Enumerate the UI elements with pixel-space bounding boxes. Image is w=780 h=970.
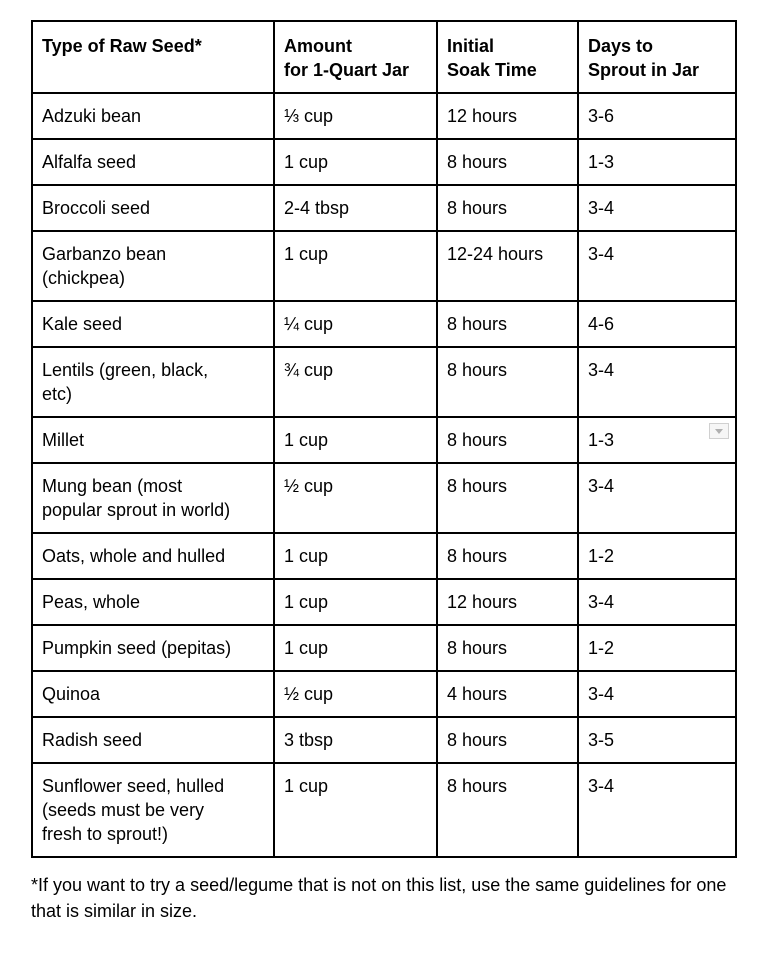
cell-soak-time: 8 hours [437,417,578,463]
cell-soak-time: 12-24 hours [437,231,578,301]
cell-amount: 1 cup [274,417,437,463]
table-row [32,533,736,579]
cell-amount: 1 cup [274,579,437,625]
table-row [32,463,736,533]
cell-seed-type: Quinoa [32,671,274,717]
cell-seed-type: Adzuki bean [32,93,274,139]
cell-dropdown-chevron-icon[interactable] [709,423,729,439]
cell-days-to-sprout: 3-4 [578,763,736,857]
cell-days-to-sprout: 3-4 [578,347,736,417]
header-amount: Amount for 1-Quart Jar [274,21,437,93]
table-row [32,417,736,463]
header-seed-type: Type of Raw Seed* [32,21,274,93]
cell-soak-time: 12 hours [437,93,578,139]
cell-seed-type: Garbanzo bean (chickpea) [32,231,274,301]
header-days-to-sprout: Days to Sprout in Jar [578,21,736,93]
cell-amount: 1 cup [274,763,437,857]
cell-days-to-sprout: 1-2 [578,625,736,671]
cell-amount: 1 cup [274,533,437,579]
cell-days-to-sprout: 3-5 [578,717,736,763]
table-row [32,625,736,671]
cell-amount: ½ cup [274,463,437,533]
cell-seed-type: Sunflower seed, hulled (seeds must be very fresh to sprout!) [32,763,274,857]
cell-soak-time: 8 hours [437,717,578,763]
table-row [32,763,736,857]
header-soak-time: Initial Soak Time [437,21,578,93]
table-row [32,231,736,301]
cell-days-to-sprout: 3-6 [578,93,736,139]
cell-seed-type: Lentils (green, black, etc) [32,347,274,417]
table-row [32,185,736,231]
cell-seed-type: Pumpkin seed (pepitas) [32,625,274,671]
table-row [32,717,736,763]
cell-soak-time: 8 hours [437,301,578,347]
cell-days-to-sprout: 3-4 [578,671,736,717]
cell-seed-type: Kale seed [32,301,274,347]
cell-days-to-sprout: 3-4 [578,231,736,301]
cell-amount: ¼ cup [274,301,437,347]
table-row [32,139,736,185]
cell-soak-time: 8 hours [437,139,578,185]
cell-days-to-sprout: 1-2 [578,533,736,579]
table-row [32,93,736,139]
cell-seed-type: Mung bean (most popular sprout in world) [32,463,274,533]
cell-days-to-sprout: 3-4 [578,463,736,533]
cell-soak-time: 8 hours [437,533,578,579]
cell-amount: 2-4 tbsp [274,185,437,231]
sprouting-table [31,20,737,858]
cell-amount: 1 cup [274,625,437,671]
cell-soak-time: 8 hours [437,463,578,533]
cell-soak-time: 12 hours [437,579,578,625]
cell-seed-type: Broccoli seed [32,185,274,231]
cell-days-to-sprout: 3-4 [578,579,736,625]
cell-soak-time: 8 hours [437,763,578,857]
cell-soak-time: 8 hours [437,625,578,671]
cell-soak-time: 8 hours [437,347,578,417]
footnote: *If you want to try a seed/legume that is not on this list, use the same guidelines for one that is similar in size. [31,875,727,921]
table-row [32,347,736,417]
cell-seed-type: Radish seed [32,717,274,763]
cell-seed-type: Millet [32,417,274,463]
cell-amount: 3 tbsp [274,717,437,763]
table-row [32,301,736,347]
cell-seed-type: Oats, whole and hulled [32,533,274,579]
cell-soak-time: 8 hours [437,185,578,231]
cell-seed-type: Peas, whole [32,579,274,625]
cell-days-to-sprout: 1-3 [578,417,736,463]
cell-amount: ⅓ cup [274,93,437,139]
header-row [32,21,736,93]
cell-days-to-sprout: 3-4 [578,185,736,231]
cell-amount: 1 cup [274,139,437,185]
cell-amount: 1 cup [274,231,437,301]
table-header [32,21,736,93]
table-body [32,93,736,857]
table-row [32,579,736,625]
cell-soak-time: 4 hours [437,671,578,717]
table-row [32,671,736,717]
cell-days-to-sprout: 4-6 [578,301,736,347]
cell-amount: ¾ cup [274,347,437,417]
cell-amount: ½ cup [274,671,437,717]
cell-days-to-sprout: 1-3 [578,139,736,185]
cell-seed-type: Alfalfa seed [32,139,274,185]
